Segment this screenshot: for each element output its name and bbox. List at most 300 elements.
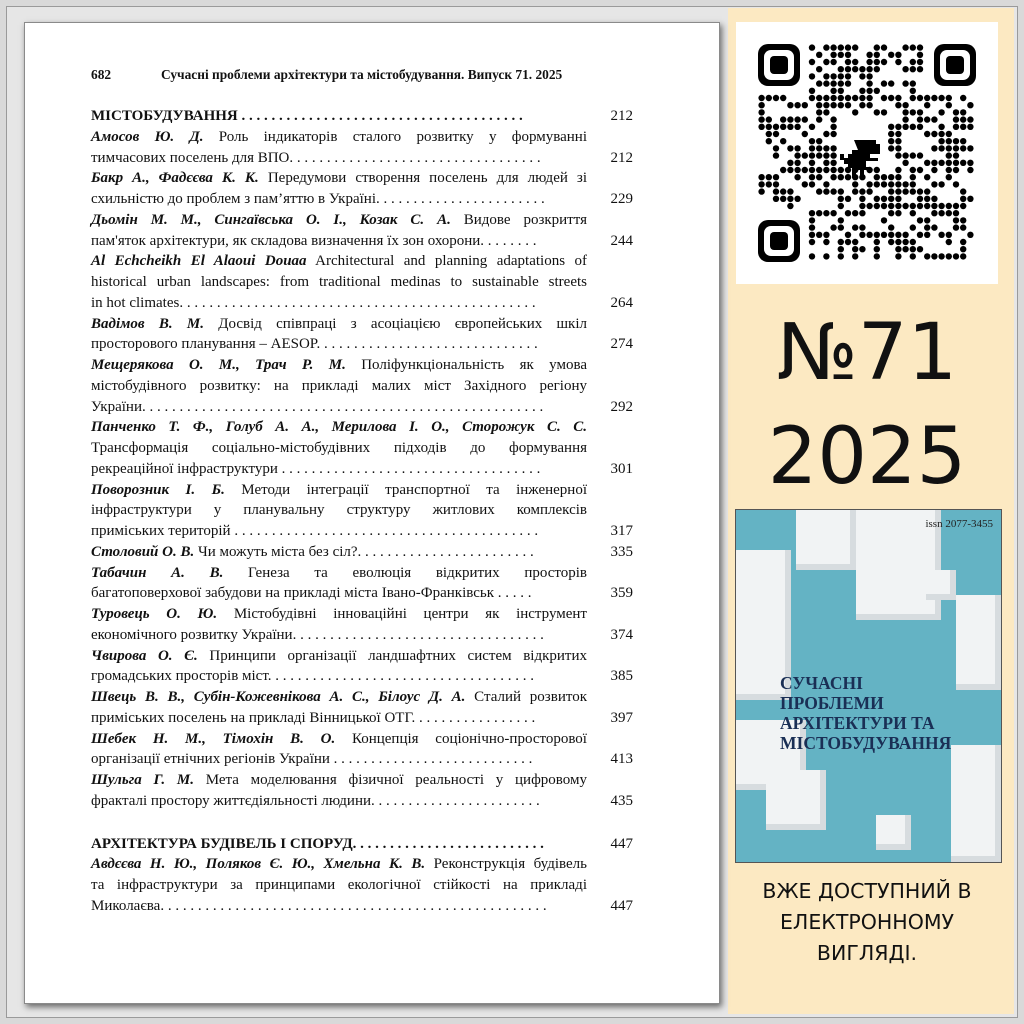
- toc-text: Видове розкриття: [450, 211, 587, 228]
- qr-dot: [895, 253, 901, 259]
- qr-dot: [823, 181, 829, 187]
- qr-dot: [802, 181, 808, 187]
- qr-dot: [895, 145, 901, 151]
- qr-dot: [888, 224, 894, 230]
- qr-dot: [852, 188, 858, 194]
- qr-dot: [931, 203, 937, 209]
- toc-author: Бакр А., Фадєєва К. К.: [91, 170, 259, 187]
- toc-page-number: 301: [610, 460, 633, 477]
- qr-dot: [931, 160, 937, 166]
- toc-text: АРХІТЕКТУРА БУДІВЕЛЬ І СПОРУД. . . . . . . . . . . . . . . . . . . . . . . . . .: [91, 835, 544, 852]
- qr-dot: [895, 174, 901, 180]
- qr-dot: [816, 109, 822, 115]
- qr-dot: [902, 232, 908, 238]
- qr-dot: [830, 52, 836, 58]
- qr-dot: [902, 66, 908, 72]
- toc-text: фракталі простору життєдіяльності людини. . . . . . . . . . . . . . . . . . . . . . .: [91, 792, 540, 809]
- toc-text: містобудівного розвитку: на прикладі малих міст Західного регіону: [91, 377, 587, 394]
- qr-dot: [802, 116, 808, 122]
- qr-code[interactable]: [736, 22, 998, 284]
- toc-line: [91, 521, 587, 542]
- qr-dot: [946, 210, 952, 216]
- qr-dot: [946, 239, 952, 245]
- qr-dot: [852, 253, 858, 259]
- toc-line: [91, 231, 587, 252]
- qr-dot: [794, 145, 800, 151]
- toc-line: [91, 542, 587, 563]
- qr-dot: [902, 246, 908, 252]
- qr-dot: [938, 145, 944, 151]
- toc-text: економічного розвитку України. . . . . . . . . . . . . . . . . . . . . . . . . . . . . . . . . .: [91, 626, 544, 643]
- qr-dot: [946, 138, 952, 144]
- toc-line: [91, 189, 587, 210]
- qr-dot: [758, 116, 764, 122]
- toc-text: просторового планування – AESOP. . . . . . . . . . . . . . . . . . . . . . . . . . . . . .: [91, 336, 538, 353]
- toc-entry[interactable]: [91, 480, 639, 542]
- qr-dot: [946, 131, 952, 137]
- toc-text: Чи можуть міста без сіл?. . . . . . . . . . . . . . . . . . . . . . . .: [194, 543, 534, 560]
- qr-dot: [902, 124, 908, 130]
- qr-dot: [809, 44, 815, 50]
- qr-dot: [902, 102, 908, 108]
- qr-dot: [758, 109, 764, 115]
- toc-line: [91, 834, 587, 855]
- qr-dot: [931, 224, 937, 230]
- qr-dot: [802, 102, 808, 108]
- qr-dot: [931, 210, 937, 216]
- qr-dot: [758, 174, 764, 180]
- qr-dot: [823, 160, 829, 166]
- toc-entry[interactable]: [91, 563, 639, 605]
- toc-line: [91, 168, 587, 189]
- qr-dot: [874, 52, 880, 58]
- qr-dot: [938, 253, 944, 259]
- qr-dot: [809, 145, 815, 151]
- toc-entry[interactable]: [91, 251, 639, 313]
- qr-dot: [773, 188, 779, 194]
- toc-page-number: 274: [610, 336, 633, 353]
- qr-dot: [845, 210, 851, 216]
- qr-dot: [960, 196, 966, 202]
- toc-line: [91, 854, 587, 875]
- toc-line: [91, 376, 587, 397]
- toc-author: Al Echcheikh El Alaoui Douaa: [91, 253, 307, 270]
- issue-number: №71: [776, 308, 958, 398]
- toc-line: [91, 729, 587, 750]
- qr-dot: [845, 239, 851, 245]
- qr-dot: [823, 239, 829, 245]
- qr-dot: [910, 181, 916, 187]
- qr-dot: [852, 224, 858, 230]
- toc-author: Вадімов В. М.: [91, 315, 204, 332]
- qr-dot: [780, 116, 786, 122]
- qr-dot: [866, 88, 872, 94]
- qr-dot: [917, 232, 923, 238]
- qr-dot: [809, 59, 815, 65]
- toc-entry[interactable]: [91, 604, 639, 646]
- qr-dot: [766, 131, 772, 137]
- qr-dot: [938, 131, 944, 137]
- qr-dot: [960, 217, 966, 223]
- qr-dot: [888, 80, 894, 86]
- qr-dot: [845, 80, 851, 86]
- toc-text: Передумови створення поселень для людей зі: [258, 170, 587, 187]
- toc-entry[interactable]: [91, 168, 639, 210]
- qr-dot: [888, 232, 894, 238]
- qr-dot: [910, 203, 916, 209]
- toc-author: Шульга Г. М.: [91, 772, 194, 788]
- toc-line: [91, 875, 587, 896]
- qr-dot: [852, 239, 858, 245]
- qr-dot: [910, 246, 916, 252]
- qr-dot: [960, 239, 966, 245]
- qr-dot: [802, 131, 808, 137]
- qr-dot: [902, 152, 908, 158]
- journal-title: Сучасні проблеми архітектури та містобудування. Випуск 71. 2025: [161, 67, 563, 82]
- qr-dot: [874, 203, 880, 209]
- qr-dot: [953, 116, 959, 122]
- toc-line: [91, 708, 587, 729]
- toc-entry[interactable]: [91, 854, 639, 916]
- qr-dot: [874, 232, 880, 238]
- qr-dot: [960, 253, 966, 259]
- qr-dot: [859, 95, 865, 101]
- qr-dot: [794, 124, 800, 130]
- toc-text: пам'яток архітектури, як складова визначення їх зон охорони. . . . . . . .: [91, 232, 537, 249]
- qr-dot: [830, 160, 836, 166]
- qr-dot: [881, 232, 887, 238]
- toc-entry[interactable]: [91, 355, 639, 417]
- qr-dot: [794, 196, 800, 202]
- qr-dot: [924, 232, 930, 238]
- qr-dot: [766, 124, 772, 130]
- qr-dot: [794, 102, 800, 108]
- qr-dot: [917, 188, 923, 194]
- qr-dot: [780, 196, 786, 202]
- qr-dot: [881, 174, 887, 180]
- toc-author: Туровець О. Ю.: [91, 606, 218, 622]
- qr-dot: [953, 167, 959, 173]
- qr-dot: [888, 210, 894, 216]
- qr-dot: [866, 80, 872, 86]
- toc-entry[interactable]: [91, 542, 639, 563]
- toc-author: Табачин А. В.: [91, 564, 224, 581]
- qr-dot: [838, 52, 844, 58]
- qr-dot: [845, 196, 851, 202]
- toc-entry[interactable]: [91, 646, 639, 688]
- toc-line: [91, 459, 587, 480]
- qr-dot: [953, 160, 959, 166]
- qr-dot: [910, 66, 916, 72]
- qr-dot: [953, 109, 959, 115]
- cover-title: СУЧАСНІ ПРОБЛЕМИ АРХІТЕКТУРИ ТА МІСТОБУДУВАННЯ: [780, 673, 952, 753]
- qr-dot: [888, 52, 894, 58]
- qr-dot: [830, 188, 836, 194]
- qr-dot: [845, 66, 851, 72]
- qr-dot: [910, 95, 916, 101]
- qr-dot: [830, 44, 836, 50]
- toc-author: Авдєєва Н. Ю., Поляков Є. Ю., Хмельна К. В.: [91, 856, 426, 873]
- qr-dot: [946, 160, 952, 166]
- qr-dot: [938, 232, 944, 238]
- qr-dot: [838, 224, 844, 230]
- qr-dot: [960, 109, 966, 115]
- toc-author: Чвирова О. Є.: [91, 647, 198, 664]
- qr-dot: [917, 109, 923, 115]
- qr-dot: [809, 253, 815, 259]
- qr-dot: [787, 102, 793, 108]
- qr-dot: [910, 80, 916, 86]
- qr-dot: [816, 210, 822, 216]
- qr-dot: [917, 95, 923, 101]
- toc-text: тимчасових поселень для ВПО. . . . . . . . . . . . . . . . . . . . . . . . . . . . . . . . . .: [91, 149, 541, 166]
- qr-dot: [838, 66, 844, 72]
- qr-dot: [816, 174, 822, 180]
- cover-cube: [876, 815, 911, 850]
- qr-dot: [809, 160, 815, 166]
- qr-dot: [766, 181, 772, 187]
- qr-dot: [895, 246, 901, 252]
- qr-dot: [953, 210, 959, 216]
- qr-dot: [845, 174, 851, 180]
- qr-dot: [794, 116, 800, 122]
- qr-dot: [780, 167, 786, 173]
- qr-dot: [830, 145, 836, 151]
- qr-dot: [830, 102, 836, 108]
- qr-dot: [895, 152, 901, 158]
- qr-dot: [823, 109, 829, 115]
- qr-dot: [902, 160, 908, 166]
- qr-module: [770, 56, 788, 74]
- qr-dot: [946, 152, 952, 158]
- qr-dot: [845, 232, 851, 238]
- toc-entry[interactable]: [91, 729, 639, 771]
- qr-dot: [809, 239, 815, 245]
- qr-dot: [794, 160, 800, 166]
- qr-dot: [758, 95, 764, 101]
- qr-dot: [967, 124, 973, 130]
- qr-dot: [766, 95, 772, 101]
- qr-dot: [902, 80, 908, 86]
- toc-entry[interactable]: [91, 687, 639, 729]
- qr-dot: [888, 138, 894, 144]
- toc-author: Столовий О. В.: [91, 543, 195, 560]
- toc-page-number: 374: [610, 626, 633, 643]
- qr-dot: [809, 73, 815, 79]
- qr-dot: [816, 95, 822, 101]
- qr-dot: [823, 188, 829, 194]
- qr-dot: [888, 145, 894, 151]
- qr-dot: [866, 188, 872, 194]
- qr-dot: [910, 88, 916, 94]
- toc-page-number: 385: [610, 668, 633, 685]
- qr-dot: [888, 131, 894, 137]
- qr-dot: [816, 145, 822, 151]
- toc-line: [91, 417, 587, 438]
- toc-line: [91, 106, 587, 127]
- qr-pattern: [736, 22, 998, 284]
- toc-line: [91, 334, 587, 355]
- qr-dot: [838, 95, 844, 101]
- qr-dot: [838, 196, 844, 202]
- qr-dot: [823, 73, 829, 79]
- toc-text: Методи інтеграції транспортної та інженерної: [224, 481, 587, 498]
- toc-page-number: 447: [610, 835, 633, 852]
- qr-dot: [838, 102, 844, 108]
- toc-page-number: 447: [610, 897, 633, 914]
- toc-text: Принципи організації ландшафтних систем відкритих: [197, 647, 587, 664]
- toc-entry[interactable]: [91, 314, 639, 356]
- qr-dot: [938, 210, 944, 216]
- qr-dot: [946, 174, 952, 180]
- qr-dot: [823, 232, 829, 238]
- qr-dot: [838, 44, 844, 50]
- qr-dot: [967, 145, 973, 151]
- qr-dot: [845, 102, 851, 108]
- qr-dot: [859, 188, 865, 194]
- qr-dot: [924, 203, 930, 209]
- qr-dot: [960, 188, 966, 194]
- toc-page-number: 413: [610, 751, 633, 768]
- qr-dot: [838, 80, 844, 86]
- qr-dot: [910, 152, 916, 158]
- qr-dot: [953, 138, 959, 144]
- qr-dot: [895, 188, 901, 194]
- qr-dot: [780, 138, 786, 144]
- qr-dot: [830, 88, 836, 94]
- qr-dot: [888, 203, 894, 209]
- qr-dot: [780, 188, 786, 194]
- qr-dot: [946, 145, 952, 151]
- toc-page-number: 212: [610, 149, 633, 166]
- toc-section[interactable]: [91, 106, 639, 127]
- qr-dot: [845, 59, 851, 65]
- qr-dot: [874, 167, 880, 173]
- qr-dot: [758, 124, 764, 130]
- toc-entry[interactable]: [91, 417, 639, 479]
- qr-dot: [931, 253, 937, 259]
- toc-page-number: 359: [610, 585, 633, 602]
- qr-dot: [838, 203, 844, 209]
- qr-dot: [881, 203, 887, 209]
- qr-dot: [823, 145, 829, 151]
- toc-line: [91, 480, 587, 501]
- toc-line: [91, 355, 587, 376]
- qr-dot: [852, 66, 858, 72]
- qr-dot: [823, 152, 829, 158]
- qr-dot: [895, 181, 901, 187]
- qr-dot: [888, 239, 894, 245]
- qr-dot: [895, 196, 901, 202]
- qr-dot: [881, 80, 887, 86]
- qr-dot: [830, 131, 836, 137]
- qr-dot: [902, 116, 908, 122]
- toc-entry[interactable]: [91, 127, 639, 169]
- toc-page-number: 292: [610, 398, 633, 415]
- qr-dot: [917, 167, 923, 173]
- toc-entry[interactable]: [91, 210, 639, 252]
- qr-dot: [960, 124, 966, 130]
- qr-dot: [960, 160, 966, 166]
- qr-dot: [838, 188, 844, 194]
- qr-dot: [787, 203, 793, 209]
- toc-line: [91, 397, 587, 418]
- qr-dot: [917, 203, 923, 209]
- qr-dot: [830, 116, 836, 122]
- qr-dot: [902, 203, 908, 209]
- toc-text: та інфраструктури за принципами екологічної стійкості на прикладі: [91, 877, 587, 893]
- qr-dot: [881, 44, 887, 50]
- qr-dot: [809, 138, 815, 144]
- qr-dot: [960, 145, 966, 151]
- qr-dot: [902, 109, 908, 115]
- qr-dot: [895, 131, 901, 137]
- qr-dot: [816, 102, 822, 108]
- qr-dot: [902, 181, 908, 187]
- toc-entry[interactable]: [91, 770, 639, 812]
- qr-dot: [838, 239, 844, 245]
- qr-dot: [953, 152, 959, 158]
- qr-dot: [924, 116, 930, 122]
- toc-line: [91, 314, 587, 335]
- cover-cube: [951, 745, 1001, 862]
- qr-dot: [938, 95, 944, 101]
- qr-dot: [924, 102, 930, 108]
- qr-dot: [931, 167, 937, 173]
- toc-page-number: 317: [610, 523, 633, 539]
- qr-dot: [895, 167, 901, 173]
- qr-dot: [938, 181, 944, 187]
- qr-dot: [888, 188, 894, 194]
- qr-dot: [859, 196, 865, 202]
- qr-dot: [888, 174, 894, 180]
- qr-dot: [931, 131, 937, 137]
- qr-dot: [852, 181, 858, 187]
- qr-dot: [780, 124, 786, 130]
- qr-dot: [866, 232, 872, 238]
- qr-module: [770, 232, 788, 250]
- toc-text: приміських поселень на прикладі Вінницької ОТГ. . . . . . . . . . . . . . . . .: [91, 709, 536, 726]
- toc-page-number: 264: [610, 294, 633, 311]
- qr-dot: [859, 224, 865, 230]
- journal-cover[interactable]: [735, 509, 1002, 863]
- qr-dot: [823, 44, 829, 50]
- qr-dot: [766, 174, 772, 180]
- toc-section[interactable]: [91, 834, 639, 855]
- qr-dot: [859, 66, 865, 72]
- toc-text: Концепція соціонічно-просторової: [335, 730, 587, 747]
- qr-dot: [910, 253, 916, 259]
- qr-dot: [758, 188, 764, 194]
- qr-dot: [866, 73, 872, 79]
- qr-dot: [953, 224, 959, 230]
- toc-text: Сталий розвиток: [465, 689, 587, 705]
- qr-dot: [874, 253, 880, 259]
- qr-dot: [874, 66, 880, 72]
- qr-dot: [794, 174, 800, 180]
- qr-dot: [938, 138, 944, 144]
- qr-dot: [917, 196, 923, 202]
- toc-line: [91, 563, 587, 584]
- qr-dot: [816, 138, 822, 144]
- qr-dot: [895, 59, 901, 65]
- qr-dot: [859, 73, 865, 79]
- qr-dot: [852, 246, 858, 252]
- toc-line: [91, 438, 587, 459]
- qr-dot: [816, 66, 822, 72]
- qr-dot: [809, 152, 815, 158]
- promo-text: ВЖЕ ДОСТУПНИЙ В ЕЛЕКТРОННОМУ ВИГЛЯДІ.: [762, 879, 972, 965]
